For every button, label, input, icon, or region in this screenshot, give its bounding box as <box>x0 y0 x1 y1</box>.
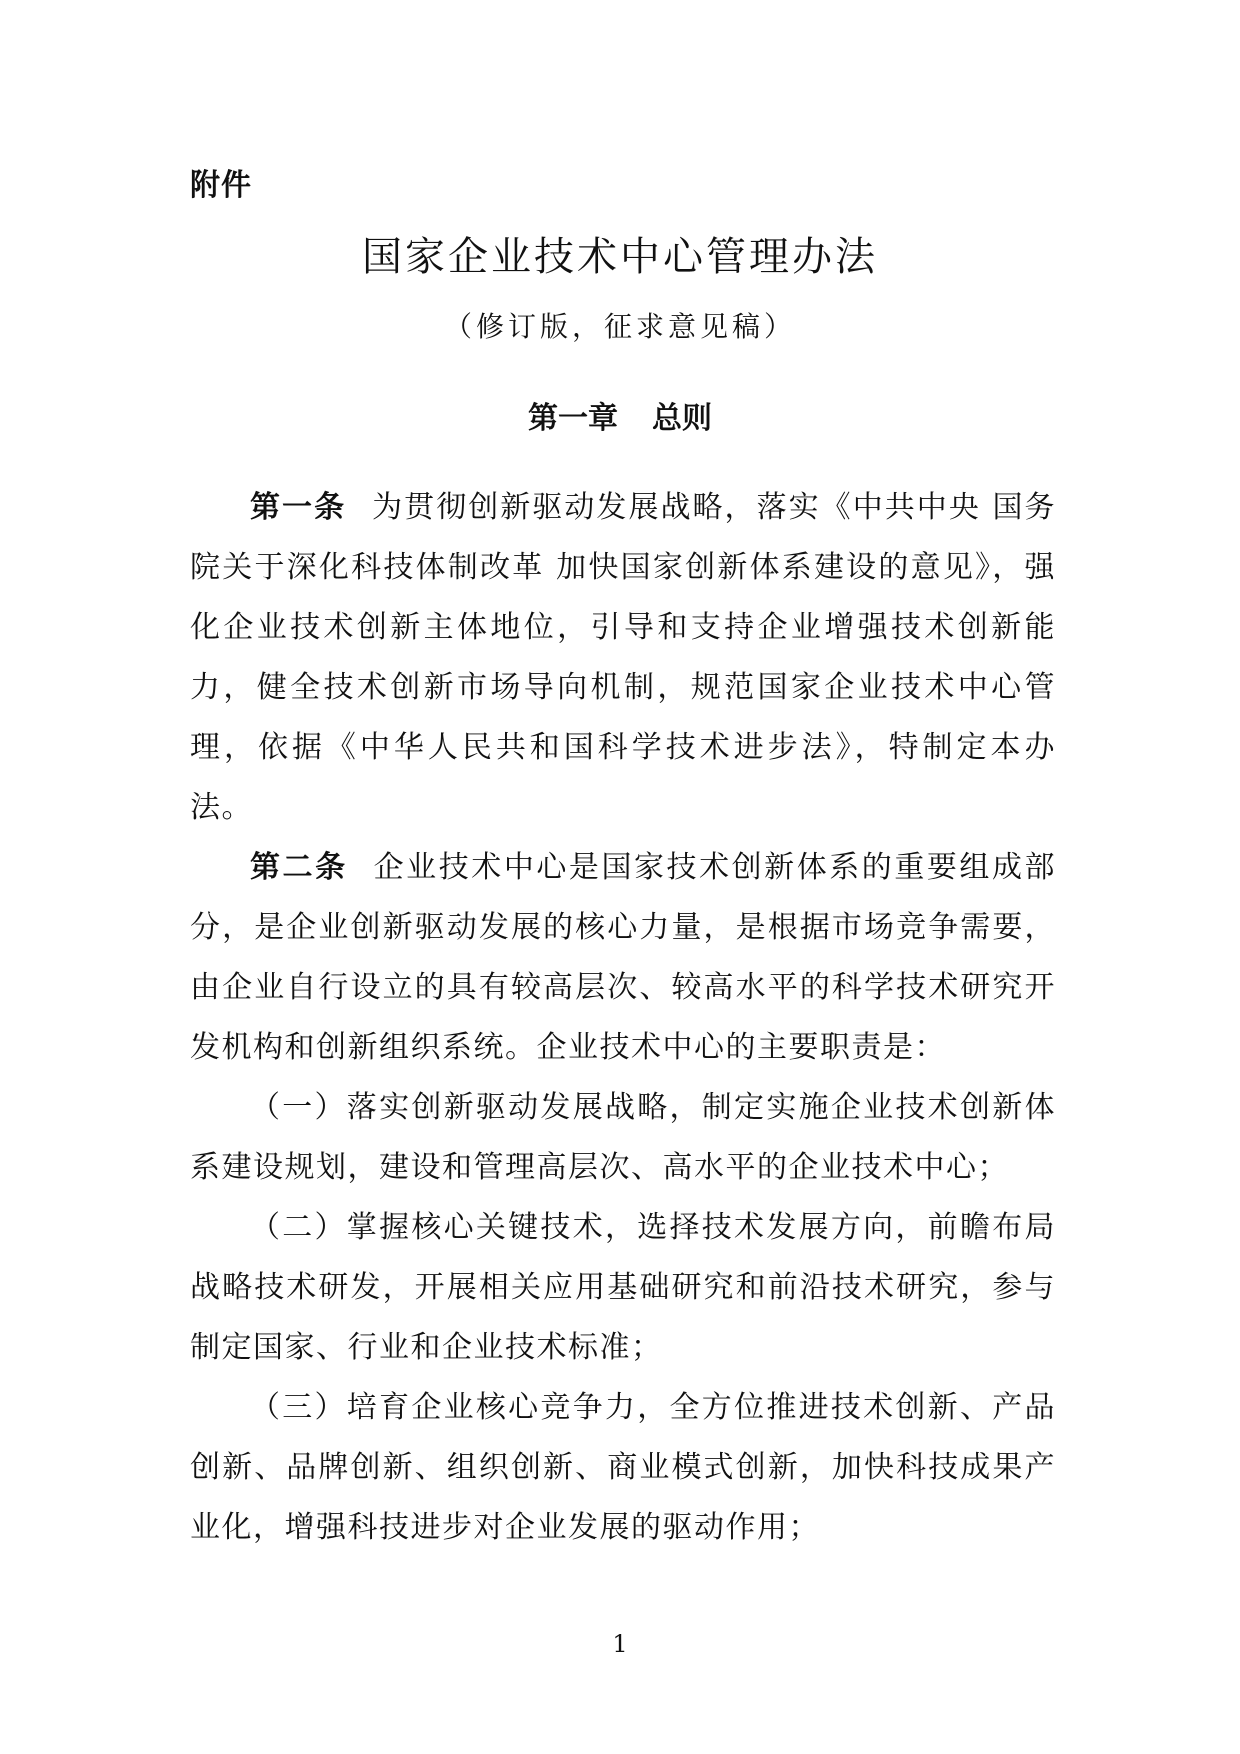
document-body <box>190 478 1056 1558</box>
article-text: 企业技术中心是国家技术创新体系的重要组成部分，是企业创新驱动发展的核心力量，是根据市场竞争需要，由企业自行设立的具有较高层次、较高水平的科学技术研究开发机构和创新组织系统。企业技术中心的主要职责是： <box>190 850 1057 1065</box>
article-label: 第一条 <box>250 490 347 525</box>
article-paragraph <box>190 838 1056 1078</box>
article-label: 第二条 <box>250 850 348 885</box>
document-subtitle: （修订版，征求意见稿） <box>443 310 796 343</box>
list-item: （三）培育企业核心竞争力，全方位推进技术创新、产品创新、品牌创新、组织创新、商业模式创新，加快科技成果产业化，增强科技进步对企业发展的驱动作用； <box>190 1390 1056 1545</box>
chapter-name: 总则 <box>652 401 712 436</box>
chapter-number: 第一章 <box>528 401 618 436</box>
list-item: （二）掌握核心关键技术，选择技术发展方向，前瞻布局战略技术研发，开展相关应用基础研究和前沿技术研究，参与制定国家、行业和企业技术标准； <box>190 1210 1056 1365</box>
article-text: 为贯彻创新驱动发展战略，落实《中共中央 国务院关于深化科技体制改革 加快国家创新体系建设的意见》，强化企业技术创新主体地位，引导和支持企业增强技术创新能力，健全技术创新市场导向机制，规范国家企业技术中心管理，依据《中华人民共和国科学技术进步法》，特制定本办法。 <box>190 490 1056 825</box>
article-paragraph <box>190 478 1056 838</box>
chapter-heading <box>0 393 1240 437</box>
document-title: 国家企业技术中心管理办法 <box>362 234 878 280</box>
page-number: 1 <box>612 1630 628 1658</box>
list-item: （一）落实创新驱动发展战略，制定实施企业技术创新体系建设规划，建设和管理高层次、高水平的企业技术中心； <box>190 1090 1056 1185</box>
attachment-label: 附件 <box>190 168 252 203</box>
